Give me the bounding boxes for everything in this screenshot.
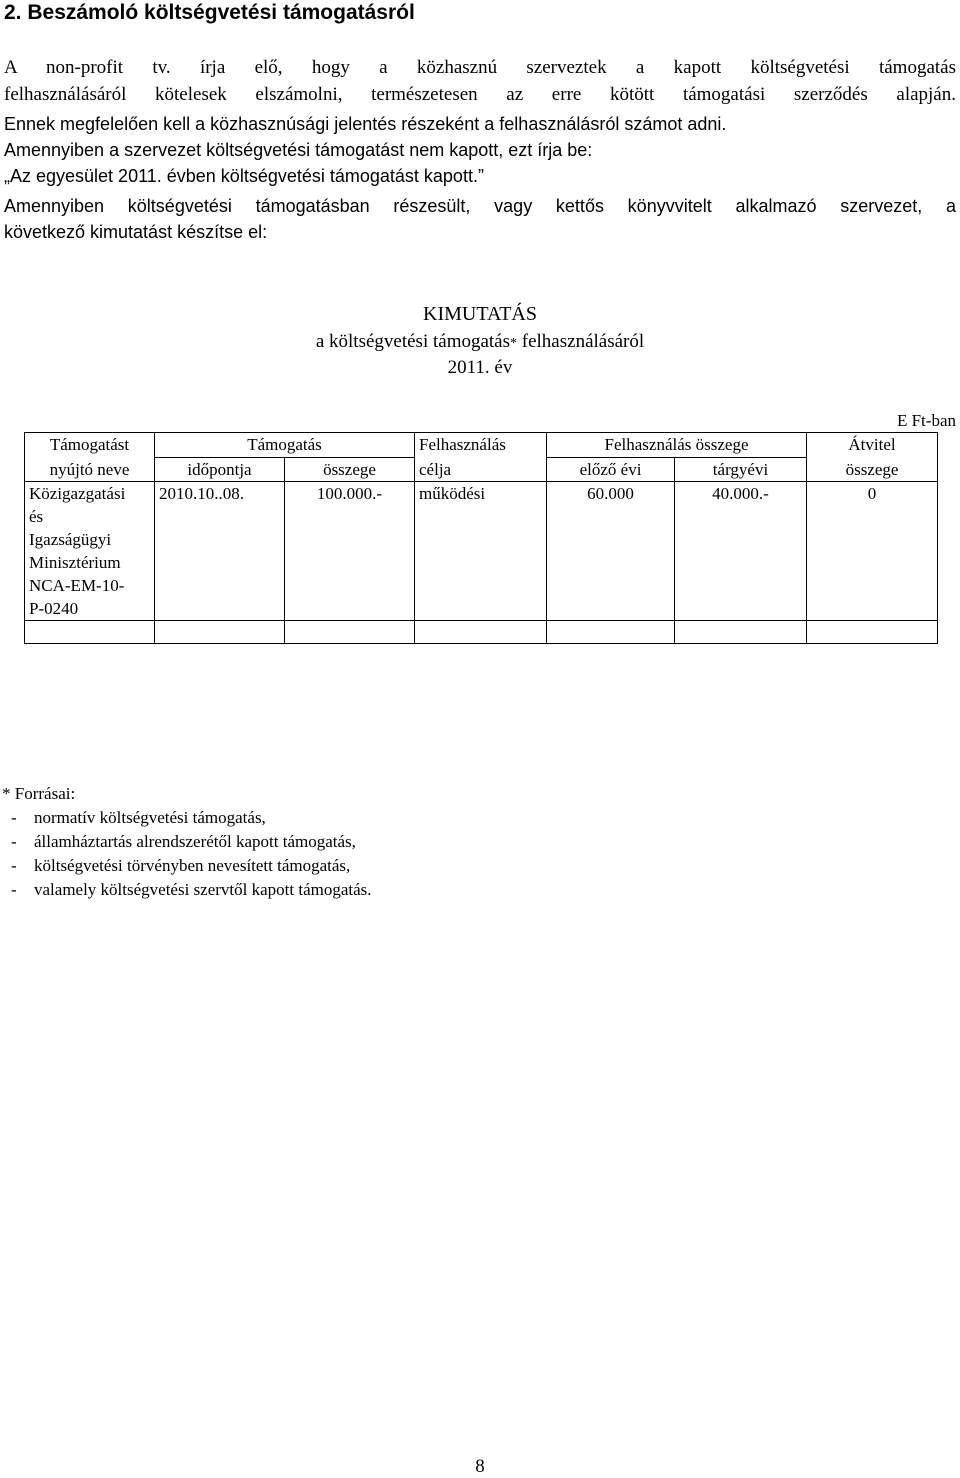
empty-cell [155, 621, 285, 644]
footnote-item [0, 854, 372, 878]
carryover-amount-cell: 0 [807, 482, 938, 621]
usage-current-year-cell: 40.000.- [675, 482, 807, 621]
statement-year: 2011. év [447, 357, 513, 378]
grantor-name-line: Minisztérium [29, 553, 121, 572]
header-grant-amount: összege [285, 458, 415, 482]
header-usage-current-year: tárgyévi [675, 458, 807, 482]
header-grantor-line1: Támogatást [25, 433, 155, 458]
footnote-dash: - [11, 880, 17, 899]
table-header-row-2 [25, 458, 938, 482]
footnote-dash: - [11, 808, 17, 827]
header-carryover-line2: összege [807, 458, 938, 482]
example-statement-line: „Az egyesület 2011. évben költségvetési támogatást kapott.” [4, 166, 484, 186]
header-grantor-line2: nyújtó neve [25, 458, 155, 482]
grantor-name-line: Közigazgatási [29, 484, 126, 503]
empty-cell [415, 621, 547, 644]
footnote-block [0, 782, 372, 902]
intro-paragraph-line-6: Amennyiben költségvetési támogatásban részesült, vagy kettős könyvvitelt alkalmazó szervezet, a [4, 196, 956, 216]
intro-paragraph-line-2: felhasználásáról kötelesek elszámolni, természetesen az erre kötött támogatási szerződés alapján. [4, 84, 956, 105]
statement-title: KIMUTATÁS [423, 303, 537, 325]
footnote-dash: - [11, 832, 17, 851]
grantor-name-line: Igazságügyi [29, 530, 112, 549]
header-purpose-line1: Felhasználás [415, 433, 547, 458]
table-row-empty [25, 621, 938, 644]
grant-date-cell: 2010.10..08. [155, 482, 285, 621]
header-grant-date: időpontja [155, 458, 285, 482]
empty-cell [547, 621, 675, 644]
footnote-title: * Forrásai: [2, 784, 76, 803]
empty-cell [807, 621, 938, 644]
statement-subtitle [0, 330, 960, 356]
intro-paragraph-line-7: következő kimutatást készítse el: [4, 222, 268, 242]
statement-subtitle-start: a költségvetési támogatás [315, 331, 511, 352]
footnote-dash: - [11, 856, 17, 875]
footnote-item [0, 878, 372, 902]
grant-usage-table [24, 432, 938, 644]
header-usage-prev-year: előző évi [547, 458, 675, 482]
empty-cell [25, 621, 155, 644]
usage-prev-year-cell: 60.000 [547, 482, 675, 621]
currency-unit-label: E Ft-ban [896, 411, 956, 430]
grantor-name-line: és [29, 507, 44, 526]
footnote-item [0, 830, 372, 854]
header-usage-total-group: Felhasználás összege [547, 433, 807, 458]
statement-subtitle-end: felhasználásáról [517, 331, 645, 352]
grantor-name-cell [25, 482, 155, 621]
page-number: 8 [475, 1456, 485, 1477]
intro-paragraph-line-4: Amennyiben a szervezet költségvetési támogatást nem kapott, ezt írja be: [4, 140, 593, 160]
table-row [25, 482, 938, 621]
grantor-name-line: P-0240 [29, 599, 79, 618]
section-title: 2. Beszámoló költségvetési támogatásról [4, 1, 415, 24]
footnote-item-text: államháztartás alrendszerétől kapott támogatás, [34, 832, 356, 851]
footnote-item-text: normatív költségvetési támogatás, [34, 808, 266, 827]
empty-cell [285, 621, 415, 644]
header-carryover-line1: Átvitel [807, 433, 938, 458]
grantor-name-line: NCA-EM-10- [29, 576, 125, 595]
usage-purpose-cell: működési [415, 482, 547, 621]
empty-cell [675, 621, 807, 644]
grant-amount-cell: 100.000.- [285, 482, 415, 621]
footnote-asterisk: * [510, 336, 518, 351]
footnote-item-text: költségvetési törvényben nevesített támogatás, [34, 856, 351, 875]
footnote-item-text: valamely költségvetési szervtől kapott támogatás. [34, 880, 372, 899]
intro-paragraph-line-1: A non-profit tv. írja elő, hogy a közhasznú szerveztek a kapott költségvetési támogatás [4, 57, 956, 78]
table-header-row-1 [25, 433, 938, 458]
intro-paragraph-line-3: Ennek megfelelően kell a közhasznúsági jelentés részeként a felhasználásról számot adni. [4, 114, 727, 134]
header-grant-group: Támogatás [155, 433, 415, 458]
header-purpose-line2: célja [415, 458, 547, 482]
footnote-item [0, 806, 372, 830]
